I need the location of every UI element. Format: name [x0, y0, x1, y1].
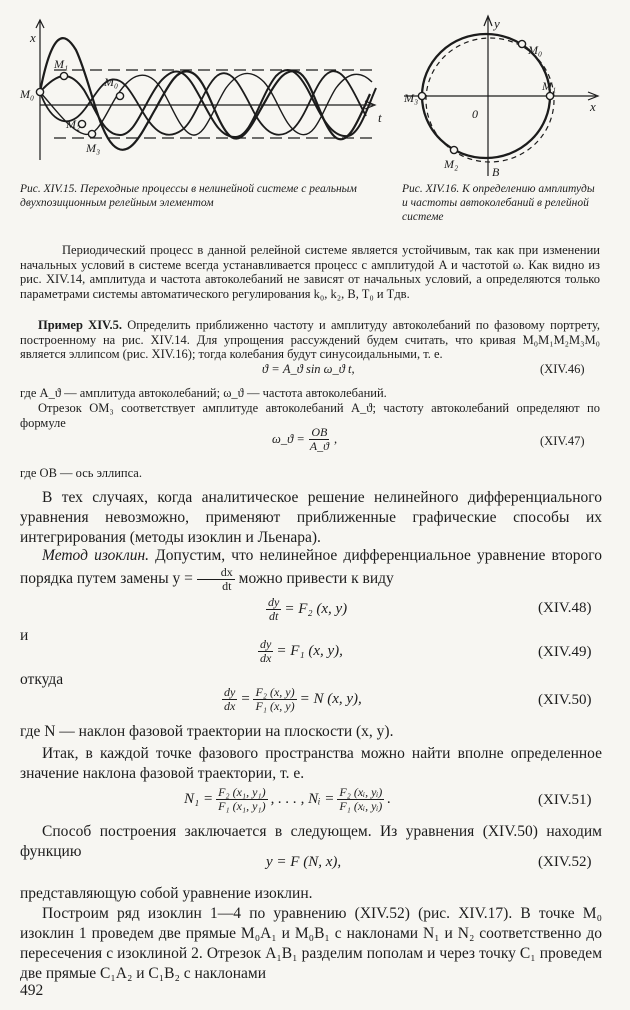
equation-50-tag: (XIV.50)	[538, 692, 592, 708]
where-slope: где N — наклон фазовой траектории на плоскости (x, y).	[20, 723, 394, 740]
paragraph-build-isoclines: Построим ряд изоклин 1—4 по уравнению (XIV.52) (рис. XIV.17). В точке M₀ изоклин 1 проведем две прямые M₀A₁ и M₀B₁ с наклонами N₁ и N₂ соответственно до пересечения с изоклиной 2. Отрезок A₁B₁ разделим пополам и через точку C₁ проведем две прямые C₁A₂ и C₁B₂ с наклонами	[20, 905, 602, 982]
label-y-axis: y	[494, 16, 500, 31]
eq47-lhs: ω_ϑ =	[272, 432, 305, 446]
equation-52-tag: (XIV.52)	[538, 854, 592, 870]
figure2-caption: Рис. XIV.16. К определению амплитуды и частоты автоколебаний в релейной системе	[402, 183, 595, 223]
eq51-den2: F₁ (xᵢ, yᵢ)	[339, 799, 383, 813]
figure-ellipse-phase	[400, 10, 610, 182]
paragraph-construction: Способ построения заключается в следующем. Из уравнения (XIV.50) находим функцию	[20, 823, 602, 860]
label-m0: M₀	[20, 87, 35, 101]
figure-transient-processes	[18, 10, 393, 180]
point-m1	[60, 72, 67, 79]
equation-46-tag: (XIV.46)	[540, 362, 585, 376]
label-m1: M₁	[54, 57, 69, 71]
eq49-fraction	[258, 638, 273, 665]
equation-51	[184, 786, 391, 813]
label-m0: M₀	[528, 43, 543, 57]
where-amplitude: где A_ϑ — амплитуда автоколебаний; ω_ϑ — частота автоколебаний.	[20, 386, 387, 400]
equation-49-tag: (XIV.49)	[538, 644, 592, 660]
equation-52: y = F (N, x),	[266, 854, 342, 870]
paragraph-isocline-equation: представляющую собой уравнение изоклин.	[20, 885, 313, 902]
eq47-fraction	[308, 426, 331, 453]
label-m3: M₃	[86, 141, 101, 155]
equation-47-tag: (XIV.47)	[540, 434, 585, 448]
label-x-axis: x	[30, 30, 36, 45]
eq47-tail: ,	[334, 432, 338, 446]
equation-50	[222, 686, 362, 713]
label-md: M₀	[104, 75, 119, 89]
equation-51-tag: (XIV.51)	[538, 792, 592, 808]
isocline-title: Метод изоклин.	[42, 547, 150, 564]
equation-48-tag: (XIV.48)	[538, 600, 592, 616]
label-x-axis: x	[590, 99, 596, 114]
point-m0	[36, 88, 43, 95]
eq48-num: dy	[268, 595, 280, 609]
label-m3: M₃	[404, 91, 419, 105]
where-axis: где OB — ось эллипса.	[20, 466, 142, 480]
eq50-fraction-1	[222, 686, 237, 713]
eq50-den2: F₁ (x, y)	[255, 699, 295, 713]
point-md	[116, 92, 123, 99]
paragraph-example	[20, 318, 600, 362]
label-t-axis: t	[378, 110, 382, 125]
point-m0	[518, 40, 525, 47]
eq50-fraction-2	[253, 686, 296, 713]
paragraph-segment: Отрезок OM₃ соответствует амплитуде автоколебаний A_ϑ; частоту автоколебаний определяют по формуле	[20, 401, 600, 430]
eq51-den1: F₁ (x₁, y₁)	[218, 799, 266, 813]
eq51-lhs: N₁ =	[184, 791, 214, 807]
eq51-fraction-2	[337, 786, 384, 813]
eq51-mid: , . . . , Nᵢ =	[270, 791, 335, 807]
eq47-den: A_ϑ	[309, 439, 329, 453]
process-curve-4	[40, 73, 372, 135]
eq47-num: OB	[311, 425, 328, 439]
paragraph-periodic: Периодический процесс в данной релейной системе является устойчивым, так как при изменении начальных условий в системе всегда устанавливается процесс с амплитудой A и частотой ω. Как видно из рис. XIV.14, амплитуда и частота автоколебаний не зависят от начальных условий, а определяются только параметрами системы автоматического регулирования k₀, k₂, B, T₀ и Tдв.	[20, 243, 600, 301]
eq49-rhs: = F₁ (x, y),	[276, 643, 343, 659]
eq50-equals: =	[240, 691, 251, 707]
point-m3	[88, 130, 95, 137]
paragraph-phase-space: Итак, в каждой точке фазового пространства можно найти вполне определенное значение наклона фазовой траектории, т. е.	[20, 745, 602, 782]
isocline-text-a: Допустим, что нелинейное дифференциальное уравнение второго порядка путем замены y =	[20, 547, 602, 588]
label-m1: M₁	[542, 79, 557, 93]
eq50-num2: F₂ (x, y)	[255, 685, 295, 699]
label-b: B	[492, 165, 500, 179]
eq48-fraction	[266, 596, 281, 623]
eq50-num1: dy	[224, 685, 236, 699]
point-m3	[418, 92, 425, 99]
eq48-rhs: = F₂ (x, y)	[284, 601, 348, 617]
label-origin: 0	[472, 107, 478, 121]
eq48-den: dt	[268, 609, 279, 623]
isocline-den: dt	[222, 579, 232, 593]
point-m1	[546, 92, 553, 99]
figure1-caption: Рис. XIV.15. Переходные процессы в нелинейной системе с реальным двухпозиционным релейным элементом	[20, 183, 357, 209]
example-text: Определить приближенно частоту и амплитуду автоколебаний по фазовому портрету, построенному на рис. XIV.14. Для упрощения рассуждений будем считать, что кривая M₀M₁M₂M₃M₀ является эллипсом (рис. XIV.16); тогда колебания будут синусоидальными, т. е.	[20, 318, 601, 362]
eq50-rhs: = N (x, y),	[299, 691, 362, 707]
isocline-text-b: можно привести к виду	[238, 570, 394, 588]
word-whence: откуда	[20, 671, 64, 688]
isocline-num: dx	[197, 566, 235, 580]
eq50-den1: dx	[224, 699, 236, 713]
example-label: Пример XIV.5.	[38, 318, 122, 332]
page-number: 492	[20, 982, 44, 999]
word-and: и	[20, 627, 29, 644]
process-curve-2	[40, 70, 376, 137]
paragraph-graphical: В тех случаях, когда аналитическое решение нелинейного дифференциального уравнения невозможно, применяют приближенные графические способы их интегрирования (методы изоклин и Льенара).	[20, 489, 602, 546]
label-m2: M₂	[444, 157, 459, 171]
equation-47	[272, 426, 337, 453]
label-m2: M₂	[66, 117, 81, 131]
eq51-num2: F₂ (xᵢ, yᵢ)	[339, 785, 383, 799]
equation-46: ϑ = A_ϑ sin ω_ϑ t,	[262, 362, 355, 376]
equation-49	[258, 638, 343, 665]
paragraph-isoclines	[20, 546, 602, 593]
eq51-tail: .	[387, 791, 392, 807]
eq51-fraction-1	[216, 786, 268, 813]
point-m2	[450, 146, 457, 153]
eq49-den: dx	[260, 651, 272, 665]
isocline-fraction	[197, 566, 235, 593]
eq51-num1: F₂ (x₁, y₁)	[218, 785, 266, 799]
equation-48	[266, 596, 347, 623]
eq49-num: dy	[260, 637, 272, 651]
